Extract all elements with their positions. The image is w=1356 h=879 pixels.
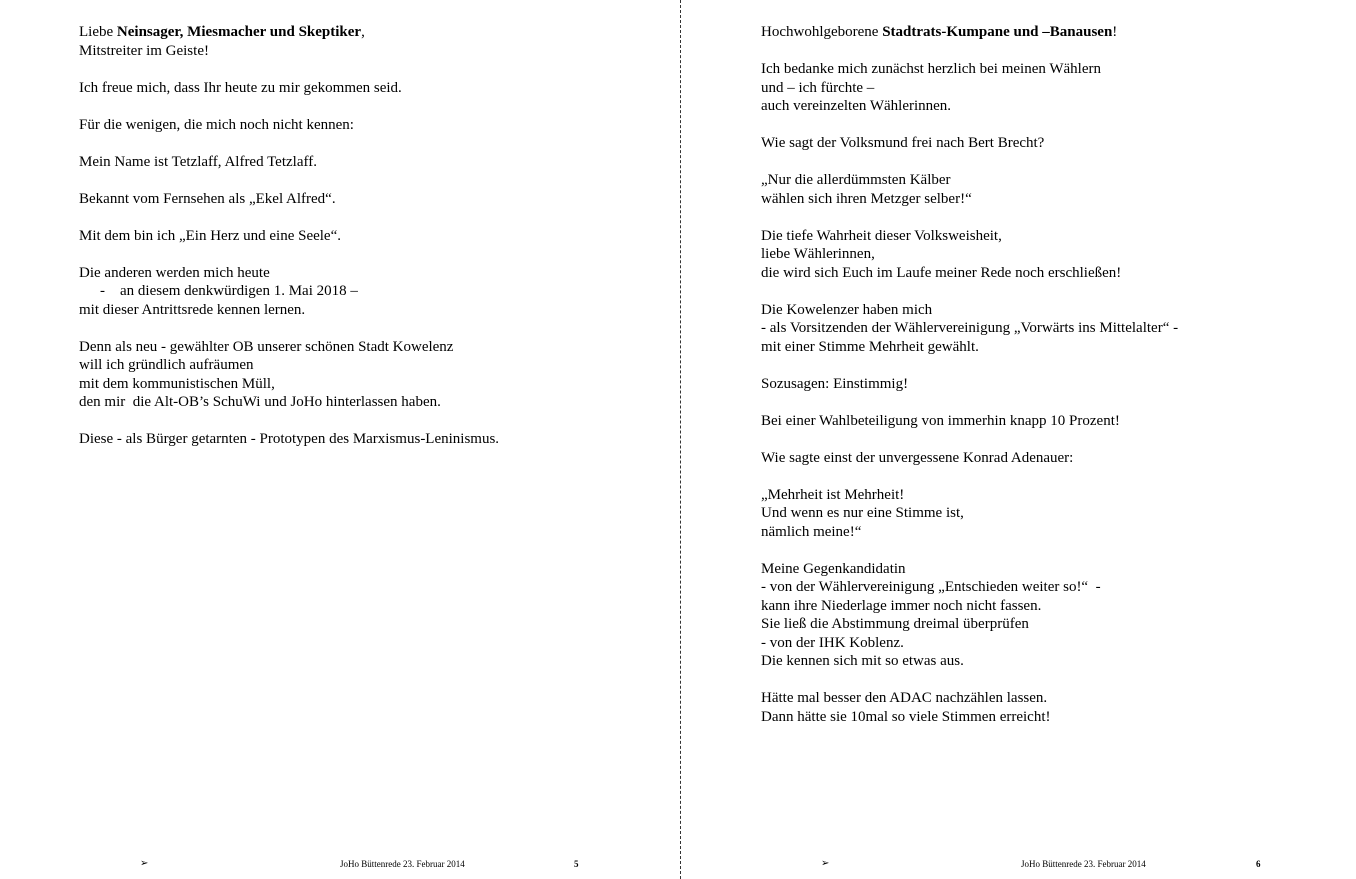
paragraph: Bei einer Wahlbeteiligung von immerhin knapp 10 Prozent!: [761, 412, 1120, 429]
paragraph: Bekannt vom Fernsehen als „Ekel Alfred“.: [79, 190, 336, 207]
paragraph: [761, 689, 1341, 726]
text-line: Und wenn es nur eine Stimme ist,: [761, 505, 964, 521]
left-page-footer: [0, 857, 680, 871]
paragraph: [761, 60, 1341, 116]
text-line: den mir die Alt-OB’s SchuWi und JoHo hinterlassen haben.: [79, 394, 441, 410]
heading: [761, 23, 1341, 42]
text-line: Denn als neu - gewählter OB unserer schönen Stadt Kowelenz: [79, 338, 454, 355]
bullet-line: [79, 282, 659, 301]
text-line: mit dem kommunistischen Müll,: [79, 375, 275, 392]
paragraph: Sozusagen: Einstimmig!: [761, 375, 909, 392]
text-line: Hätte mal besser den ADAC nachzählen lassen.: [761, 690, 1048, 706]
paragraph: Mit dem bin ich „Ein Herz und eine Seele“.: [79, 227, 341, 244]
paragraph: Wie sagt der Volksmund frei nach Bert Brecht?: [761, 135, 1045, 151]
left-page-body: [79, 23, 659, 467]
text-line: Ich bedanke mich zunächst herzlich bei meinen Wählern: [761, 61, 1101, 77]
page-number: 5: [574, 859, 579, 869]
text-line: „Mehrheit ist Mehrheit!: [761, 486, 905, 503]
paragraph: [79, 264, 659, 320]
right-page-body: [761, 23, 1341, 745]
paragraph: Für die wenigen, die mich noch nicht kennen:: [79, 116, 354, 133]
text-line: Die kennen sich mit so etwas aus.: [761, 653, 964, 669]
paragraph: [761, 301, 1341, 357]
footer-text: JoHo Büttenrede 23. Februar 2014: [340, 859, 465, 869]
quote: [761, 486, 1341, 542]
text-line: - als Vorsitzenden der Wählervereinigung „Vorwärts ins Mittelalter“ -: [761, 320, 1179, 336]
bullet-dash: -: [100, 283, 105, 299]
text-line: - von der IHK Koblenz.: [761, 634, 904, 651]
heading-bold: Stadtrats-Kumpane und –Banausen: [882, 24, 1113, 40]
quote: [761, 171, 1341, 208]
bullet-text: an diesem denkwürdigen 1. Mai 2018 –: [120, 283, 358, 299]
paragraph: Ich freue mich, dass Ihr heute zu mir gekommen seid.: [79, 79, 402, 96]
right-page-footer: [681, 857, 1356, 871]
arrow-bullet-icon: ➢: [821, 858, 830, 869]
text-line: liebe Wählerinnen,: [761, 246, 875, 262]
right-page: [681, 0, 1356, 879]
paragraph: [761, 227, 1341, 283]
greeting: [79, 23, 659, 60]
heading-prefix: Hochwohlgeborene: [761, 24, 883, 40]
paragraph: Diese - als Bürger getarnten - Prototypen des Marxismus-Leninismus.: [79, 431, 500, 447]
text-line: mit einer Stimme Mehrheit gewählt.: [761, 338, 979, 355]
paragraph: [79, 338, 659, 412]
text-line: Die Kowelenzer haben mich: [761, 301, 933, 318]
text-line: auch vereinzelten Wählerinnen.: [761, 98, 952, 114]
greeting-prefix: Liebe: [79, 24, 117, 40]
text-line: nämlich meine!“: [761, 523, 862, 540]
footer-text: JoHo Büttenrede 23. Februar 2014: [1021, 859, 1146, 869]
text-line: will ich gründlich aufräumen: [79, 357, 254, 373]
page-number: 6: [1256, 859, 1261, 869]
text-line: und – ich fürchte –: [761, 79, 875, 96]
paragraph: Wie sagte einst der unvergessene Konrad Adenauer:: [761, 449, 1074, 466]
text-line: die wird sich Euch im Laufe meiner Rede noch erschließen!: [761, 264, 1122, 281]
text-line: Meine Gegenkandidatin: [761, 560, 906, 577]
text-line: „Nur die allerdümmsten Kälber: [761, 172, 951, 188]
greeting-line-2: Mitstreiter im Geiste!: [79, 42, 209, 59]
heading-suffix: !: [1112, 24, 1118, 40]
text-line: Die tiefe Wahrheit dieser Volksweisheit,: [761, 227, 1002, 244]
greeting-bold: Neinsager, Miesmacher und Skeptiker: [116, 24, 362, 40]
text-line: Die anderen werden mich heute: [79, 264, 270, 281]
text-line: - von der Wählervereinigung „Entschieden weiter so!“ -: [761, 579, 1101, 595]
paragraph: Mein Name ist Tetzlaff, Alfred Tetzlaff.: [79, 153, 317, 170]
text-line: Sie ließ die Abstimmung dreimal überprüfen: [761, 616, 1029, 632]
arrow-bullet-icon: ➢: [140, 858, 149, 869]
text-line: kann ihre Niederlage immer noch nicht fassen.: [761, 597, 1042, 614]
text-line: mit dieser Antrittsrede kennen lernen.: [79, 301, 306, 318]
greeting-suffix: ,: [361, 24, 365, 40]
text-line: wählen sich ihren Metzger selber!“: [761, 190, 972, 207]
paragraph: [761, 560, 1341, 671]
text-line: Dann hätte sie 10mal so viele Stimmen erreicht!: [761, 708, 1051, 725]
